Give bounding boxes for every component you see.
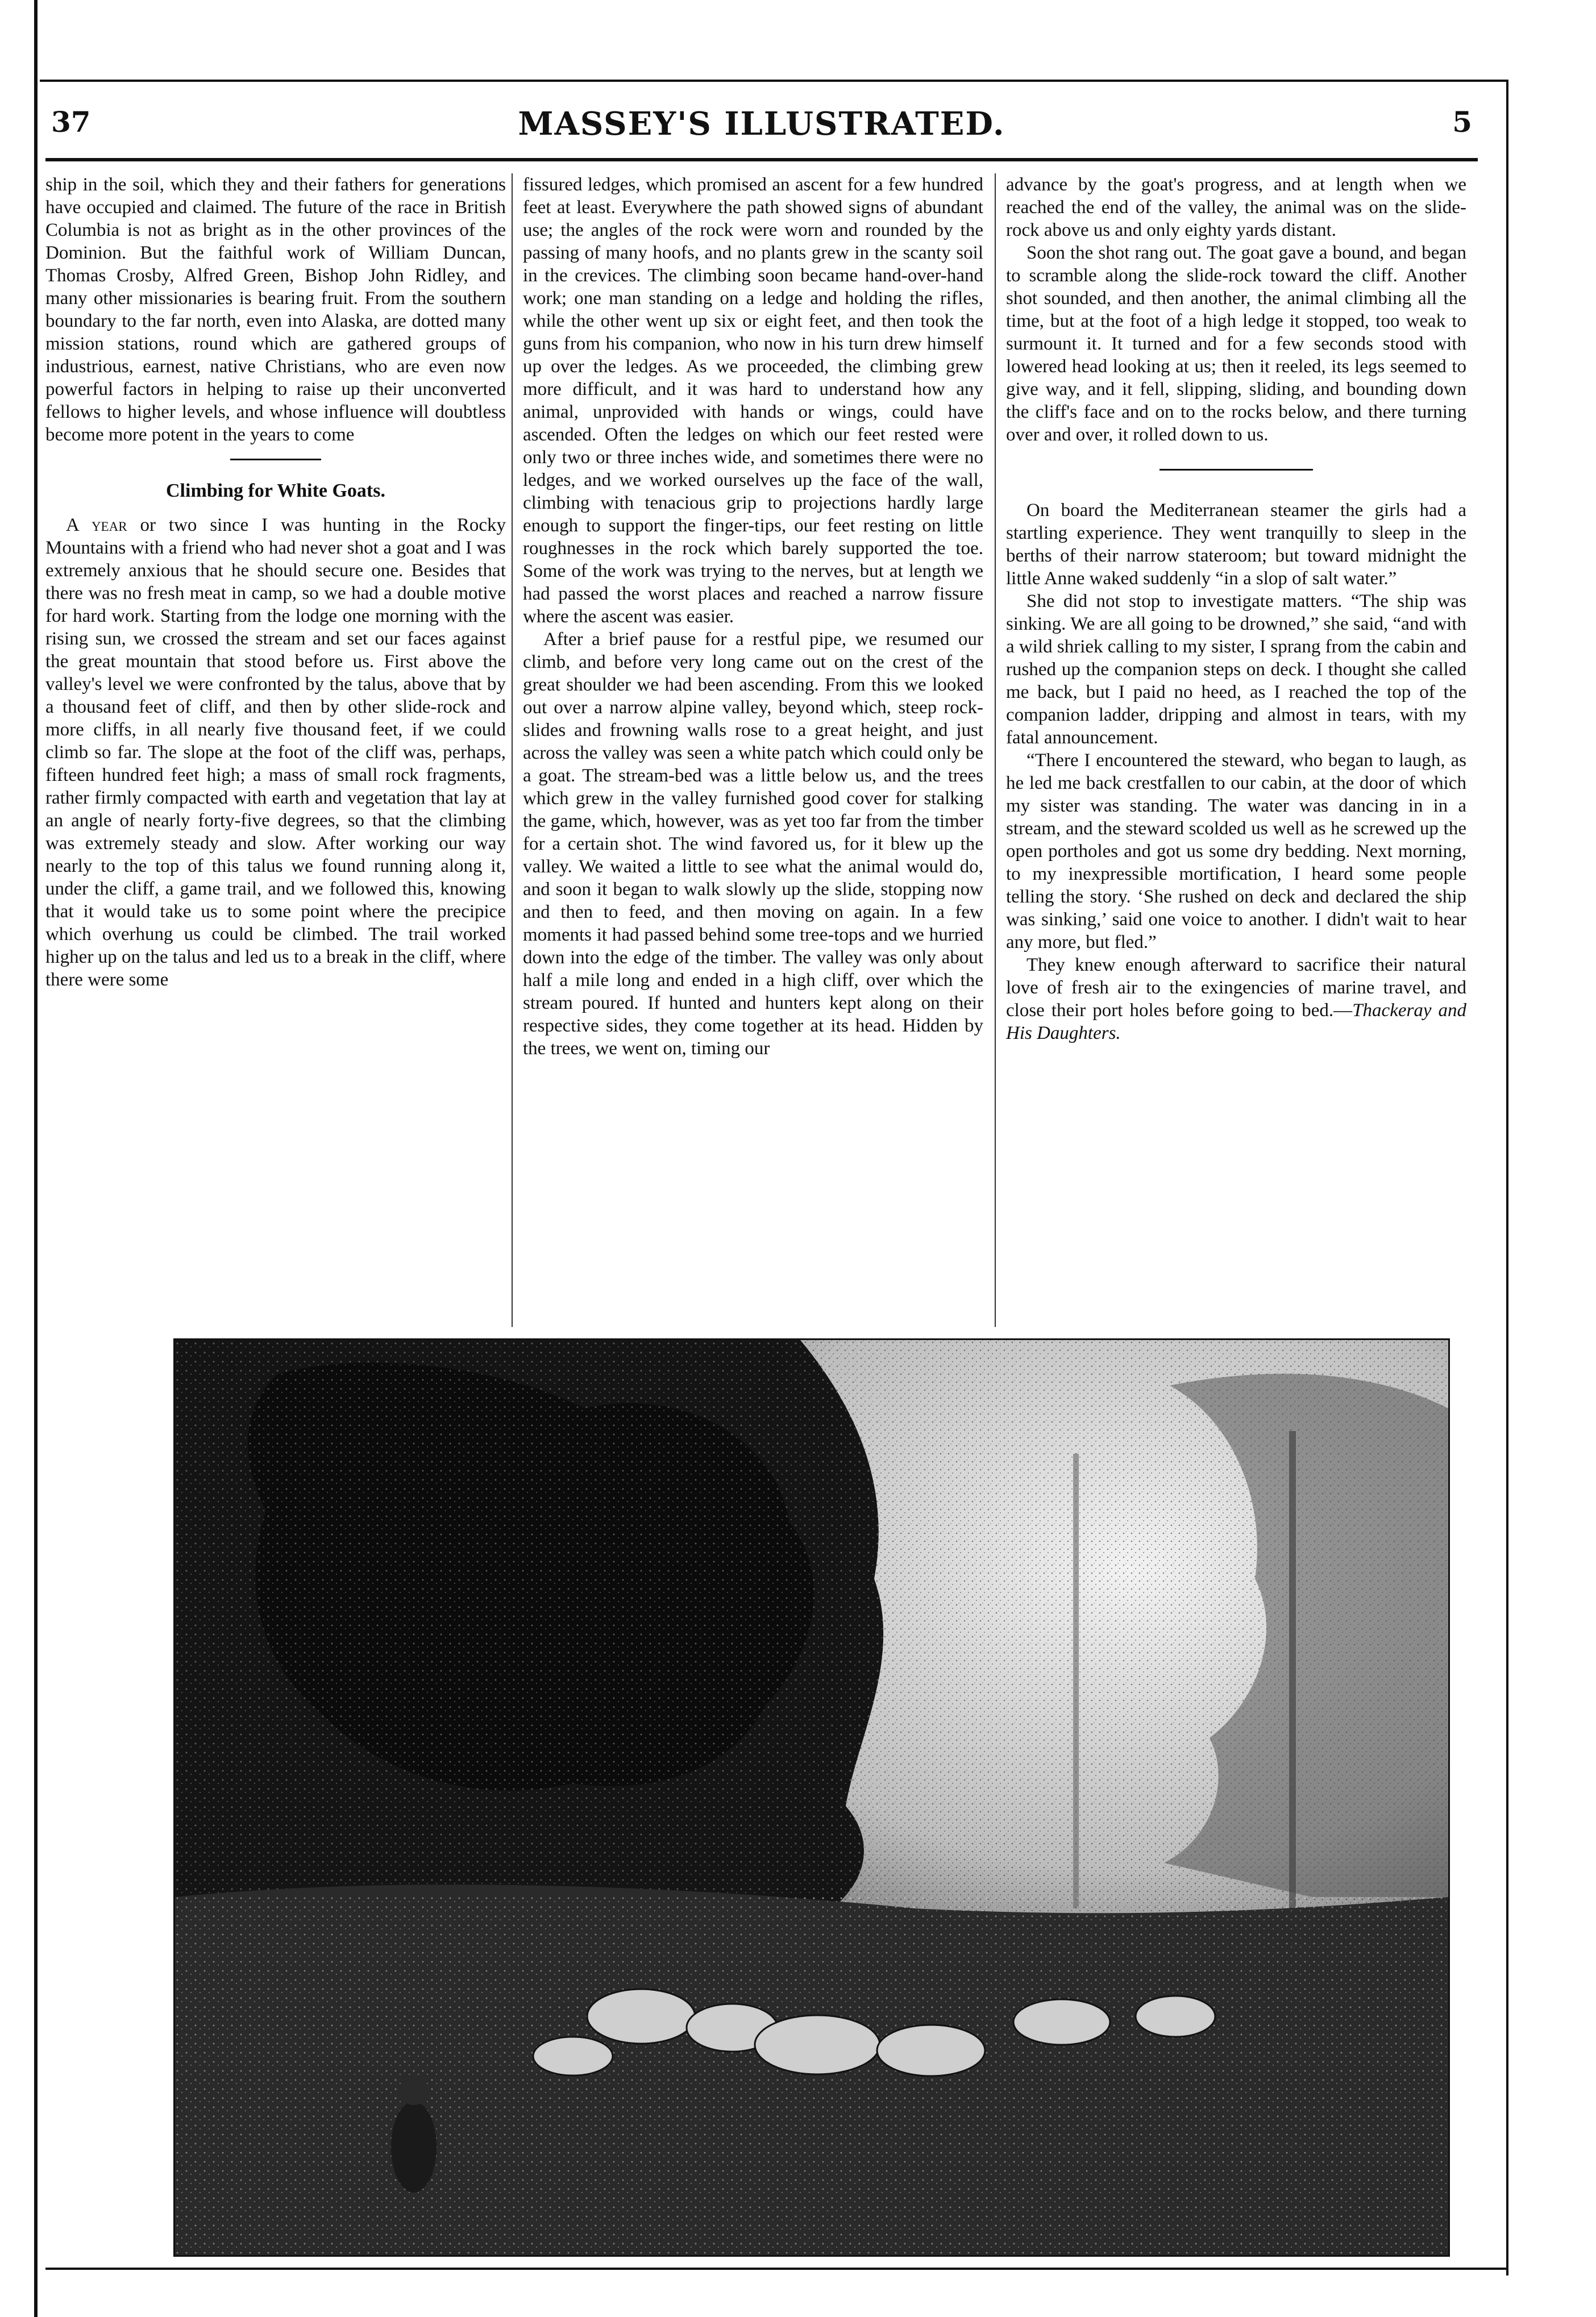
section-heading: Climbing for White Goats.: [166, 480, 385, 501]
paragraph: “There I encountered the steward, who began to laugh, as he led me back crestfallen to our cabin, at the door of which my sister was standing. The water was dancing in in a stream, and the steward scolded us well as he screwed up the open portholes and got us some dry bedding. Next morning, to my inexpressible mortification, I heard some people telling the story. ‘She rushed on deck and declared the ship was sinking,’ said one voice to another. I didn't wait to hear any more, but fled.”: [1006, 750, 1466, 952]
column-1: [45, 173, 506, 991]
column-3: [1006, 173, 1466, 1045]
page-number-left: 37: [51, 105, 91, 139]
paragraph: Soon the shot rang out. The goat gave a bound, and began to scramble along the slide-rock toward the cliff. Another shot sounded, and then another, the animal climbing all the time, but at the foot of a high ledge it stopped, too weak to surmount it. It turned and for a few seconds stood with lowered head looking at us; then it reeled, its legs seemed to give way, and it fell, slipping, sliding, and bounding down the cliff's face and on to the rocks below, and there turning over and over, it rolled down to us.: [1006, 243, 1466, 445]
engraving-icon: [175, 1340, 1448, 2255]
left-margin-rule: [34, 0, 38, 2317]
page-header: [45, 99, 1478, 151]
page-number-right: 5: [1452, 105, 1472, 139]
source-citation: Thackeray and His Daughters.: [1006, 1000, 1466, 1043]
paragraph: fissured ledges, which promised an ascent for a few hundred feet at least. Everywhere the path showed signs of abundant use; the angles of the rock were worn and rounded by the passing of many hoofs, and no plants grew in the scanty soil in the crevices. The climbing soon became hand-over-hand work; one man standing on a ledge and holding the rifles, while the other went up six or eight feet, and then took the guns from his companion, who now in his turn drew himself up over the ledges. As we proceeded, the climbing grew more difficult, and it was hard to understand how any animal, unprovided with hands or wings, could have ascended. Often the ledges on which our feet rested were only two or three inches wide, and sometimes there were no ledges, and we worked ourselves up the face of the wall, climbing with tenacious grip to projections hardly large enough to support the finger-tips, our feet resting on little roughnesses in the rock which barely supported the toe. Some of the work was trying to the nerves, but at length we had passed the worst places and reached a narrow fissure where the ascent was easier.: [523, 174, 983, 627]
section-divider: [230, 459, 321, 460]
paragraph: After a brief pause for a restful pipe, we resumed our climb, and before very long came out on the crest of the great shoulder we had been ascending. From this we looked out over a narrow alpine valley, beyond which, steep rock-slides and frowning walls rose to a great height, and just across the valley was seen a white patch which could only be a goat. The stream-bed was a little below us, and the trees which grew in the valley furnished good cover for stalking the game, which, however, was as yet too far from the timber for a certain shot. The wind favored us, for it blew up the valley. We waited a little to see what the animal would do, and soon it began to walk slowly up the slide, stopping now and then to feed, and then moving on again. In a few moments it had passed behind some tree-tops and we hurried down into the edge of the timber. The valley was only about half a mile long and ended in a high cliff, over which the stream poured. If hunted and hunters kept along on their respective sides, they come together at its head. Hidden by the trees, we went on, timing our: [523, 629, 983, 1059]
paragraph: On board the Mediterranean steamer the girls had a startling experience. They went tranquilly to sleep in the berths of their narrow stateroom; but toward midnight the little Anne waked suddenly “in a slop of salt water.”: [1006, 500, 1466, 589]
header-rule: [45, 158, 1478, 161]
column-2: [523, 173, 983, 1060]
lead-words: A year: [66, 515, 127, 535]
section-divider: [1159, 469, 1313, 471]
column-rule: [995, 173, 996, 1327]
paragraph: [1006, 954, 1466, 1045]
paragraph-text: They knew enough afterward to sacrifice their natural love of fresh air to the exingencies of marine travel, and close their port holes before going to bed.—: [1006, 955, 1466, 1021]
bottom-rule: [45, 2268, 1506, 2270]
paragraph: ship in the soil, which they and their fathers for generations have occupied and claimed. The future of the race in British Columbia is not as bright as in the other provinces of the Dominion. But the faithful work of William Duncan, Thomas Crosby, Alfred Green, Bishop John Ridley, and many other missionaries is bearing fruit. From the southern boundary to the far north, even into Alaska, are dotted many mission stations, round which are gathered groups of industrious, earnest, native Christians, who are even now powerful factors in helping to raise up their unconverted fellows to higher levels, and whose influence will doubtless become more potent in the years to come: [45, 174, 506, 445]
paragraph: advance by the goat's progress, and at length when we reached the end of the valley, the animal was on the slide-rock above us and only eighty yards distant.: [1006, 174, 1466, 240]
column-rule: [512, 173, 513, 1327]
goats-in-woodland-illustration: [173, 1338, 1450, 2257]
publication-title: MASSEY'S ILLUSTRATED.: [518, 105, 1005, 143]
paragraph-text: or two since I was hunting in the Rocky Mountains with a friend who had never shot a goat and I was extremely anxious that he should secure one. Besides that there was no fresh meat in camp, so we had a double motive for hard work. Starting from the lodge one morning with the rising sun, we crossed the stream and set our faces against the great mountain that stood before us. First above the valley's level we were confronted by the talus, above that by a thousand feet of cliff, and then by other slide-rock and more cliffs, in all nearly five thousand feet, if we could climb so far. The slope at the foot of the cliff was, perhaps, fifteen hundred feet high; a mass of small rock fragments, rather firmly compacted with earth and vegetation that lay at an angle of nearly forty-five degrees, so that the climbing was extremely steady and slow. After working our way nearly to the top of this talus we found running along it, under the cliff, a game trail, and we followed this, knowing that it would take us to some point where the precipice which overhung us could be climbed. The trail worked higher up on the talus and led us to a break in the cliff, where there were some: [45, 515, 506, 990]
paragraph: She did not stop to investigate matters. “The ship was sinking. We are all going to be drowned,” she said, “and with a wild shriek calling to my sister, I sprang from the cabin and rushed up the companion steps on deck. I thought she called me back, but I paid no heed, as I reached the top of the companion ladder, dripping and almost in tears, with my fatal announcement.: [1006, 591, 1466, 748]
paragraph: [45, 514, 506, 991]
